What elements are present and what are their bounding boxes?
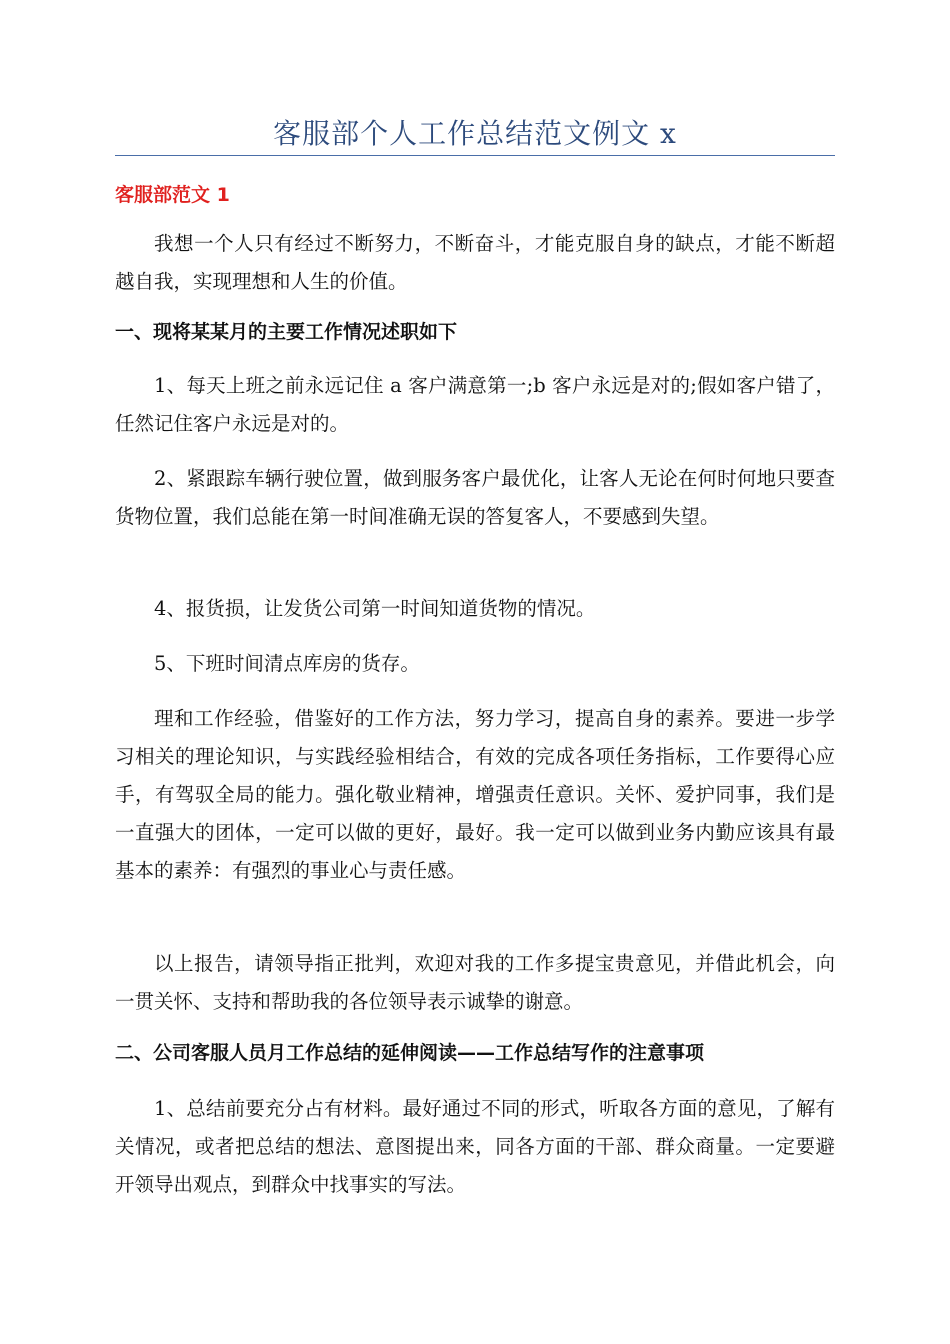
paragraph-writing-note-1: 1、总结前要充分占有材料。最好通过不同的形式，听取各方面的意见，了解有关情况，或者把总结的想法、意图提出来，同各方面的干部、群众商量。一定要避开领导出观点，到群众中找事实的写法。 (115, 1097, 835, 1196)
heading-section-1: 一、现将某某月的主要工作情况述职如下 (115, 321, 458, 343)
heading-section-2: 二、公司客服人员月工作总结的延伸阅读——工作总结写作的注意事项 (115, 1042, 705, 1064)
section-label: 客服部范文 1 (115, 184, 230, 206)
paragraph-item-4: 4、报货损，让发货公司第一时间知道货物的情况。 (154, 597, 596, 620)
paragraph-item-1: 1、每天上班之前永远记住 a 客户满意第一;b 客户永远是对的;假如客户错了，任然记住客户永远是对的。 (115, 374, 835, 435)
paragraph-closing: 以上报告，请领导指正批判，欢迎对我的工作多提宝贵意见，并借此机会，向一贯关怀、支持和帮助我的各位领导表示诚挚的谢意。 (115, 952, 835, 1013)
paragraph-item-2: 2、紧跟踪车辆行驶位置，做到服务客户最优化，让客人无论在何时何地只要查货物位置，我们总能在第一时间准确无误的答复客人，不要感到失望。 (115, 467, 835, 528)
paragraph-experience: 理和工作经验，借鉴好的工作方法，努力学习，提高自身的素养。要进一步学习相关的理论知识，与实践经验相结合，有效的完成各项任务指标，工作要得心应手，有驾驭全局的能力。强化敬业精神，增强责任意识。关怀、爱护同事，我们是一直强大的团体，一定可以做的更好，最好。我一定可以做到业务内勤应该具有最基本的素养：有强烈的事业心与责任感。 (115, 707, 835, 882)
paragraph-item-5: 5、下班时间清点库房的货存。 (154, 652, 420, 675)
title-divider (115, 155, 835, 156)
paragraph-intro: 我想一个人只有经过不断努力，不断奋斗，才能克服自身的缺点，才能不断超越自我，实现理想和人生的价值。 (115, 232, 835, 293)
document-title: 客服部个人工作总结范文例文 x (273, 117, 677, 150)
